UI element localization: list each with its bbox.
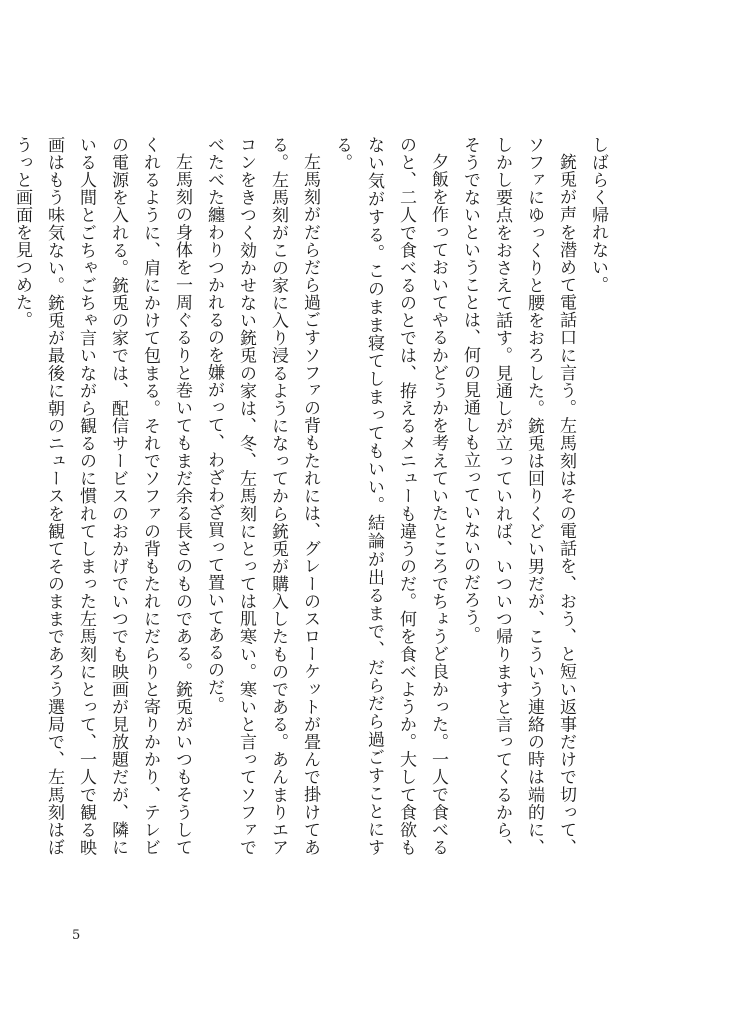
page-number: 5 xyxy=(72,928,81,943)
paragraph-3: 夕飯を作っておいてやるかどうかを考えていたところでちょうど良かった。一人で食べるのと、二人で食べるのとでは、拵えるメニューも違うのだ。何を食べようか。大して食欲もない気がする。このまま寝てしまってもいい。結論が出るまで、だらだら過ごすことにする。 xyxy=(332,136,448,856)
vertical-text-body xyxy=(6,136,614,856)
paragraph-4: 左馬刻がだらだら過ごすソファの背もたれには、グレーのスローケットが畳んで掛けてある。左馬刻がこの家に入り浸るようになってから銃兎が購入したものである。あんまりエアコンをきつく効かせない銃兎の家は、冬、左馬刻にとっては肌寒い。寒いと言ってソファでべたべた纏わりつかれるのを嫌がって、わざわざ買って置いてあるのだ。 xyxy=(204,136,320,856)
paragraph-5: 左馬刻の身体を一周ぐるりと巻いてもまだ余る長さのものである。銃兎がいつもそうしてくれるように、肩にかけて包まる。それでソファの背もたれにだらりと寄りかかり、テレビの電源を入れる。銃兎の家では、配信サービスのおかげでいつでも映画が見放題だが、隣にいる人間とごちゃごちゃ言いながら観るのに慣れてしまった左馬刻にとって、一人で観る映画はもう味気ない。銃兎が最後に朝のニュースを観てそのままであろう選局で、左馬刻はぼうっと画面を見つめた。 xyxy=(12,136,192,856)
paragraph-2: 銃兎が声を潜めて電話口に言う。左馬刻はその電話を、おう、と短い返事だけで切って、ソファにゆっくりと腰をおろした。銃兎は回りくどい男だが、こういう連絡の時は端的に、しかし要点をおさえて話す。見通しが立っていれば、いついつ帰りますと言ってくるから、そうでないということは、何の見通しも立っていないのだろう。 xyxy=(460,136,576,856)
paragraph-1: しばらく帰れない。 xyxy=(588,136,608,294)
